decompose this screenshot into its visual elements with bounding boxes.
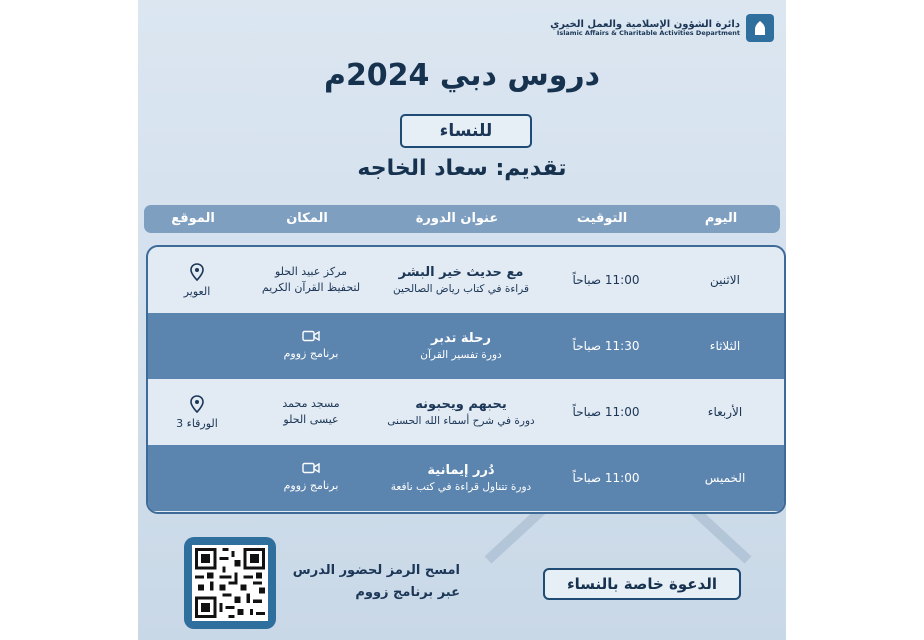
course-title: رحلة تدبر <box>431 331 491 346</box>
row-day: الخميس <box>704 471 746 485</box>
video-camera-icon[interactable] <box>302 330 320 342</box>
row-place <box>246 247 376 313</box>
row-course <box>376 379 546 445</box>
location-pin-icon[interactable] <box>190 263 204 281</box>
location-pin-icon[interactable] <box>190 395 204 413</box>
table-row <box>148 247 784 313</box>
row-location <box>148 379 246 445</box>
org-name-ar: دائرة الشؤون الإسلامية والعمل الخيري <box>550 18 740 30</box>
row-location <box>148 445 246 511</box>
scan-line2: عبر برنامج زووم <box>355 585 460 601</box>
row-location <box>148 247 246 313</box>
row-place <box>246 379 376 445</box>
course-desc: قراءة في كتاب رياض الصالحين <box>393 283 529 295</box>
header-place: المكان <box>286 211 328 226</box>
audience-badge: للنساء <box>400 114 532 148</box>
mosque-icon <box>746 14 774 42</box>
org-name-en: Islamic Affairs & Charitable Activities Department <box>556 28 740 37</box>
row-time: 11:00 صباحاً <box>572 405 640 419</box>
row-day: الاثنين <box>710 273 740 287</box>
course-desc: دورة تفسير القرآن <box>420 349 502 361</box>
course-title: مع حديث خير البشر <box>398 265 524 280</box>
course-title: دُرر إيمانية <box>427 463 495 478</box>
poster <box>138 0 786 640</box>
row-course <box>376 247 546 313</box>
place-line1: مسجد محمد <box>282 396 340 410</box>
row-place <box>246 445 376 511</box>
course-desc: دورة في شرح أسماء الله الحسنى <box>387 415 535 427</box>
location-text: الورقاء 3 <box>176 416 218 430</box>
row-time: 11:30 صباحاً <box>572 339 640 353</box>
header-location: الموقع <box>171 211 215 226</box>
row-time: 11:00 صباحاً <box>572 273 640 287</box>
row-course <box>376 445 546 511</box>
place-line2: عيسى الحلو <box>283 413 339 426</box>
qr-code-icon[interactable] <box>192 545 268 621</box>
row-place <box>246 313 376 379</box>
schedule-table <box>146 245 786 514</box>
presenter-name: تقديم: سعاد الخاجه <box>357 156 567 181</box>
header-course: عنوان الدورة <box>415 211 499 226</box>
row-course <box>376 313 546 379</box>
course-desc: دورة تتناول قراءة في كتب نافعة <box>390 481 532 493</box>
place-line2: برنامج زووم <box>283 478 339 492</box>
row-location <box>148 313 246 379</box>
qr-code-frame[interactable] <box>184 537 276 629</box>
poster-title: دروس دبي 2024م <box>323 58 601 93</box>
table-header <box>144 205 780 233</box>
header-time: التوقيت <box>576 211 628 226</box>
header-day: اليوم <box>704 211 738 226</box>
scan-line1: امسح الرمز لحضور الدرس <box>292 563 460 578</box>
location-text: العوير <box>183 284 211 298</box>
place-line2: لتحفيظ القرآن الكريم <box>261 281 361 294</box>
row-day: الثلاثاء <box>709 339 741 353</box>
place-line2: برنامج زووم <box>283 346 339 360</box>
org-logo <box>550 14 774 42</box>
row-time: 11:00 صباحاً <box>572 471 640 485</box>
invite-badge: الدعوة خاصة بالنساء <box>543 568 741 600</box>
table-row <box>148 445 784 511</box>
course-title: يحبهم ويحبونه <box>415 397 507 412</box>
video-camera-icon[interactable] <box>302 462 320 474</box>
scan-instructions <box>288 560 460 604</box>
table-row <box>148 379 784 445</box>
table-row <box>148 313 784 379</box>
row-day: الأربعاء <box>707 405 743 419</box>
place-line1: مركز عبيد الحلو <box>274 264 348 278</box>
